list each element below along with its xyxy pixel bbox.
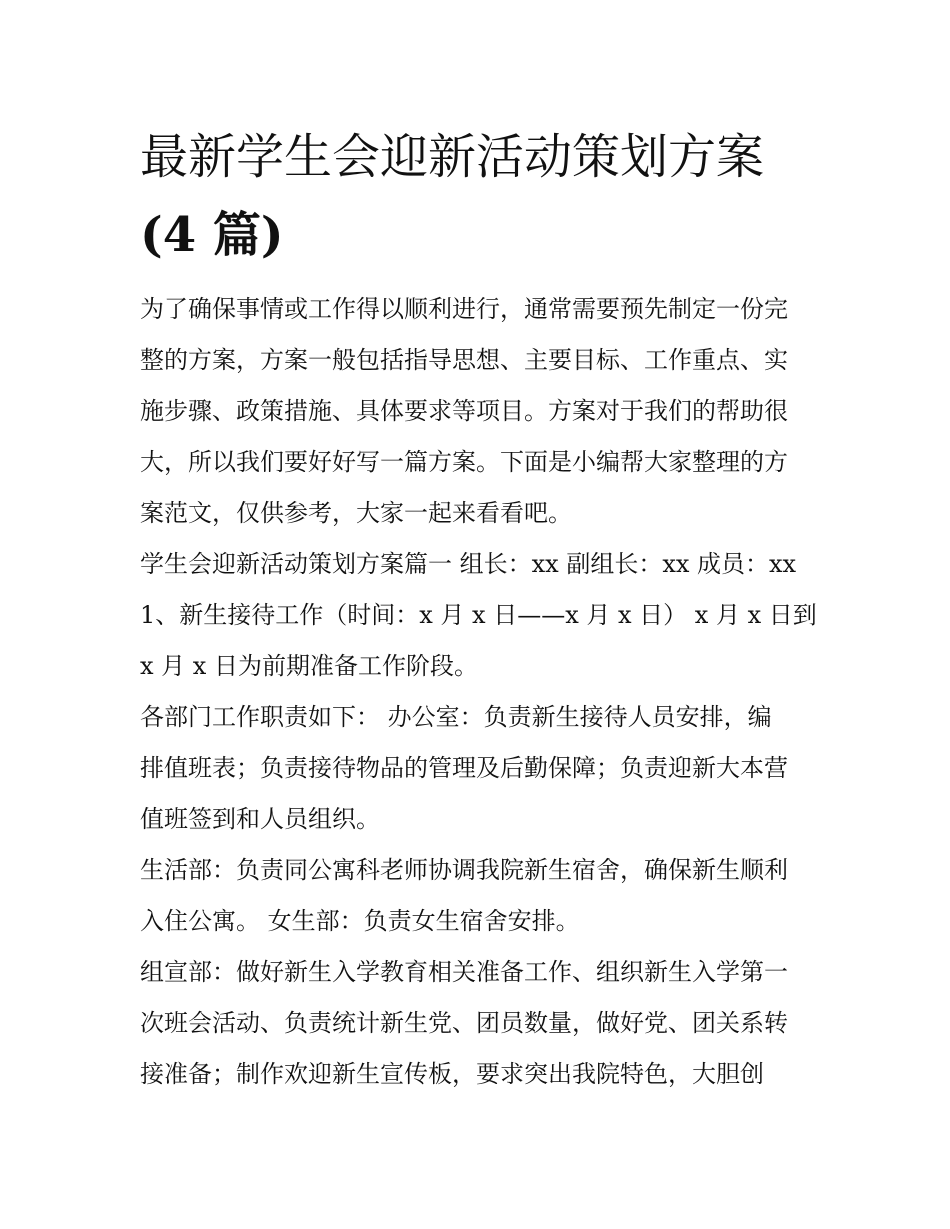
text-line: 1、新生接待工作（时间：x 月 x 日——x 月 x 日） x 月 x 日到 — [140, 601, 817, 629]
text-line: 大，所以我们要好好写一篇方案。下面是小编帮大家整理的方 — [140, 448, 788, 476]
paragraph — [140, 845, 820, 947]
text-line: 值班签到和人员组织。 — [140, 805, 380, 833]
text-line: 案范文，仅供参考，大家一起来看看吧。 — [140, 499, 572, 527]
text-line: 学生会迎新活动策划方案篇一 组长：xx 副组长：xx 成员：xx — [140, 550, 797, 578]
paragraph — [140, 284, 820, 539]
paragraph — [140, 692, 820, 845]
text-line: 组宣部：做好新生入学教育相关准备工作、组织新生入学第一 — [140, 958, 788, 986]
text-line: 生活部：负责同公寓科老师协调我院新生宿舍，确保新生顺利 — [140, 856, 788, 884]
text-line: 次班会活动、负责统计新生党、团员数量，做好党、团关系转 — [140, 1009, 788, 1037]
text-line: 为了确保事情或工作得以顺利进行，通常需要预先制定一份完 — [140, 295, 788, 323]
paragraph — [140, 539, 820, 692]
paragraph — [140, 947, 820, 1100]
text-line: 各部门工作职责如下： 办公室：负责新生接待人员安排，编 — [140, 703, 772, 731]
text-line: 施步骤、政策措施、具体要求等项目。方案对于我们的帮助很 — [140, 397, 788, 425]
title-line: (4 篇) — [140, 207, 284, 263]
text-line: x 月 x 日为前期准备工作阶段。 — [140, 652, 478, 680]
text-line: 入住公寓。 女生部：负责女生宿舍安排。 — [140, 907, 580, 935]
text-line: 接准备；制作欢迎新生宣传板，要求突出我院特色，大胆创 — [140, 1060, 764, 1088]
document-title — [140, 118, 840, 274]
text-line: 排值班表；负责接待物品的管理及后勤保障；负责迎新大本营 — [140, 754, 788, 782]
title-line: 最新学生会迎新活动策划方案 — [140, 129, 765, 185]
text-line: 整的方案，方案一般包括指导思想、主要目标、工作重点、实 — [140, 346, 788, 374]
document-body — [140, 284, 820, 1100]
